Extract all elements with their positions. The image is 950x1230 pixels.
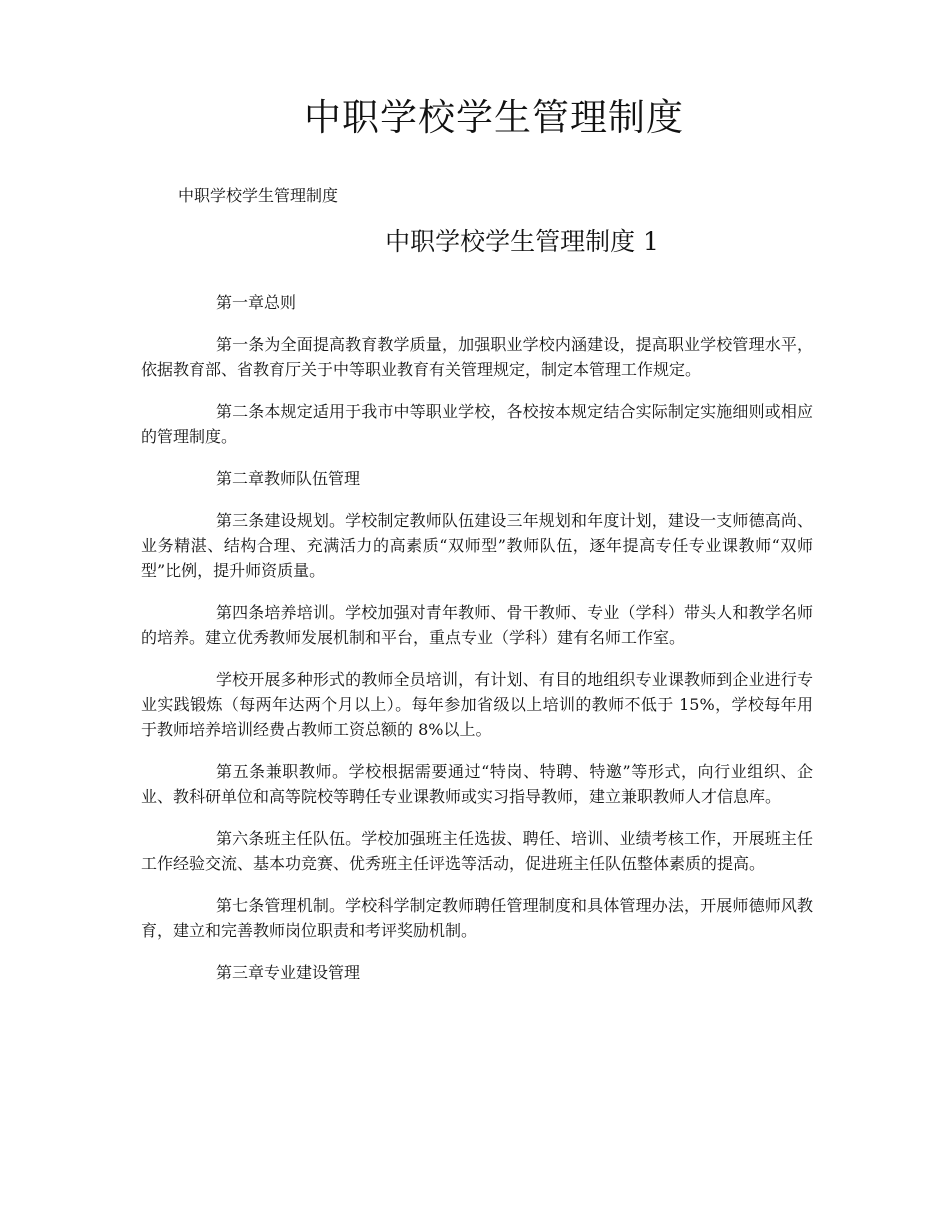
article-1: 第一条为全面提高教育教学质量，加强职业学校内涵建设，提高职业学校管理水平，依据教育部、省教育厅关于中等职业教育有关管理规定，制定本管理工作规定。 — [141, 335, 813, 379]
chapter-heading-2: 第二章教师队伍管理 — [216, 469, 361, 488]
article-5: 第五条兼职教师。学校根据需要通过“特岗、特聘、特邀”等形式，向行业组织、企业、教科研单位和高等院校等聘任专业课教师或实习指导教师，建立兼职教师人才信息库。 — [141, 762, 813, 806]
article-7: 第七条管理机制。学校科学制定教师聘任管理制度和具体管理办法，开展师德师风教育，建立和完善教师岗位职责和考评奖励机制。 — [141, 896, 813, 940]
section-title: 中职学校学生管理制度 1 — [385, 227, 659, 256]
article-4: 第四条培养培训。学校加强对青年教师、骨干教师、专业（学科）带头人和教学名师的培养。建立优秀教师发展机制和平台，重点专业（学科）建有名师工作室。 — [141, 603, 813, 647]
document-body — [141, 290, 813, 1002]
article-3: 第三条建设规划。学校制定教师队伍建设三年规划和年度计划，建设一支师德高尚、业务精湛、结构合理、充满活力的高素质“双师型”教师队伍，逐年提高专任专业课教师“双师型”比例，提升师资质量。 — [141, 511, 813, 580]
chapter-heading-1: 第一章总则 — [216, 293, 297, 312]
article-6: 第六条班主任队伍。学校加强班主任选拔、聘任、培训、业绩考核工作，开展班主任工作经验交流、基本功竞赛、优秀班主任评选等活动，促进班主任队伍整体素质的提高。 — [141, 829, 813, 873]
document-title: 中职学校学生管理制度 — [304, 96, 684, 139]
article-2: 第二条本规定适用于我市中等职业学校，各校按本规定结合实际制定实施细则或相应的管理制度。 — [141, 402, 813, 446]
article-4-continued: 学校开展多种形式的教师全员培训，有计划、有目的地组织专业课教师到企业进行专业实践锻炼（每两年达两个月以上）。每年参加省级以上培训的教师不低于 15%，学校每年用于教师培养培训经费占教师工资总额的 8%以上。 — [141, 670, 813, 739]
document-subtitle: 中职学校学生管理制度 — [178, 186, 339, 205]
chapter-heading-3: 第三章专业建设管理 — [216, 963, 361, 982]
